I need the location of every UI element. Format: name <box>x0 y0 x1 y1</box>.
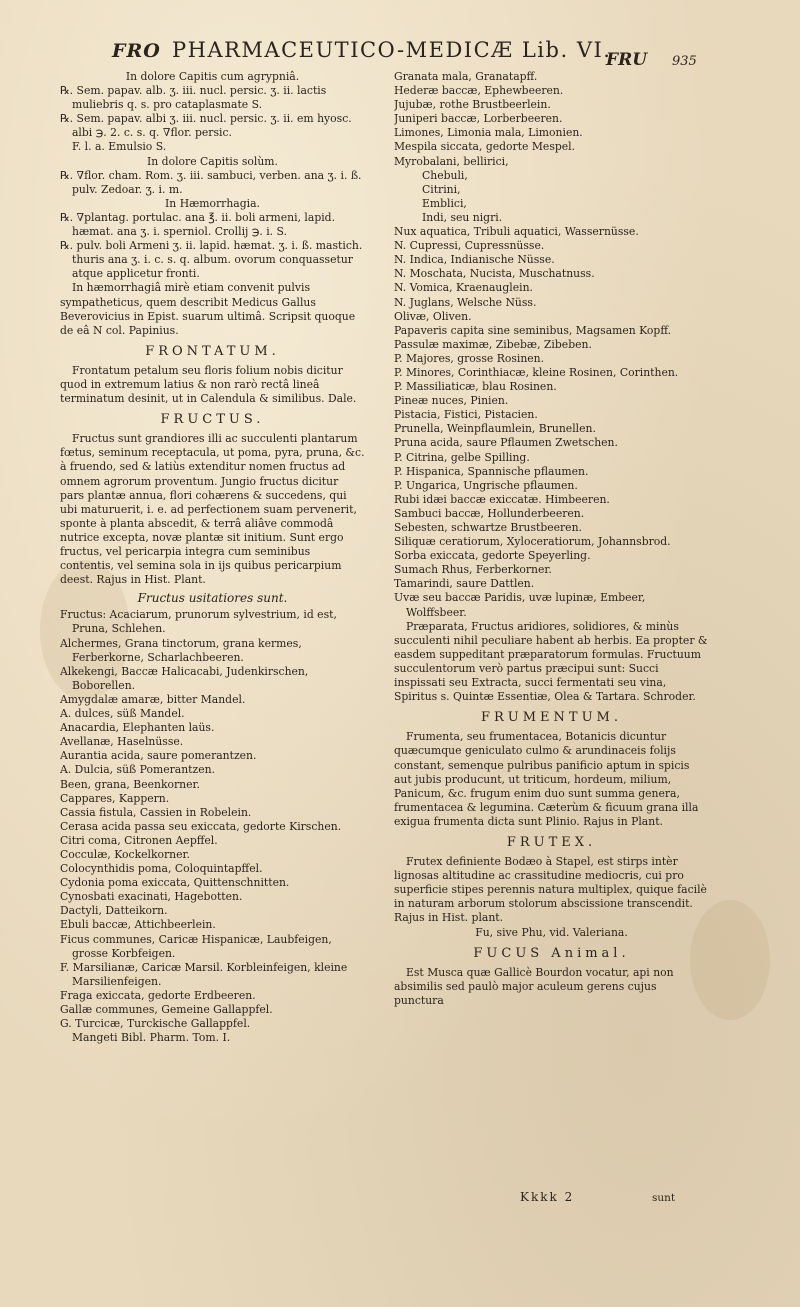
list-item: Limones, Limonia mala, Limonien. <box>394 126 583 140</box>
list-item: A. dulces, süß Mandel. <box>60 707 185 721</box>
list-item: G. Turcicæ, Turckische Gallappfel. <box>60 1017 251 1031</box>
list-item: Fraga exiccata, gedorte Erdbeeren. <box>60 988 256 1002</box>
list-item: Myrobalani, bellirici, <box>394 154 509 168</box>
list-item: Emblici, <box>422 196 467 210</box>
right-column <box>394 70 709 1200</box>
list-item: N. Juglans, Welsche Nüss. <box>394 295 537 309</box>
list-item: Ficus communes, Caricæ Hispanicæ, Laubfeigen, grosse Korbfeigen. <box>60 932 332 960</box>
list-item: Aurantia acida, saure pomerantzen. <box>60 749 257 763</box>
header-title: PHARMACEUTICO-MEDICÆ Lib. VI. <box>172 38 612 62</box>
header-right-catchword: FRU <box>606 50 648 70</box>
list-item: Tamarindi, saure Dattlen. <box>394 577 535 591</box>
catchword: sunt <box>652 1192 676 1204</box>
list-item: Pruna acida, saure Pflaumen Zwetschen. <box>394 436 618 450</box>
header-left-catchword: FRO <box>112 40 161 62</box>
paragraph: In hæmorrhagiâ mirè etiam convenit pulvis sympatheticus, quem describit Medicus Gallus Beverovicius in Epist. suarum ultimâ. Scripsit quoque de eâ N col. Papinius. <box>60 281 356 337</box>
list-item: P. Minores, Corinthiacæ, kleine Rosinen, Corinthen. <box>394 365 679 379</box>
list-item: Papaveris capita sine seminibus, Magsamen Kopff. <box>394 323 672 337</box>
list-item: P. Citrina, gelbe Spilling. <box>394 450 530 464</box>
paragraph: Frutex definiente Bodæo à Stapel, est stirps intèr lignosas altitudine ac crassitudine mediocris, cui pro superficie stipes perennis natura multiplex, quique facilè in naturam arborum stolorum abscissione transcendit. Rajus in Hist. plant. <box>394 855 707 925</box>
list-item: Cappares, Kappern. <box>60 791 170 805</box>
centered-rubric: In Hæmorrhagia. <box>165 196 260 210</box>
list-item: N. Cupressi, Cupressnüsse. <box>394 239 545 253</box>
centered-rubric: In dolore Capitis solùm. <box>147 154 278 168</box>
section-heading: FRONTATUM. <box>145 343 280 359</box>
paragraph: Fructus sunt grandiores illi ac succulenti plantarum fœtus, seminum receptacula, ut poma, pyra, pruna, &c. à fruendo, sed & latiùs extenditur nomen fructus ad omnem agrorum proventum. Jungio fructus dicitur pars plantæ annua, flori cohærens & succedens, qui ubi maturuerit, i. e. ad perfectionem suam pervenerit, sponte à planta abscedit, & terrâ aliâve commodâ nutrice excepta, novæ plantæ sit initium. Sunt ergo fructus, vel pericarpia integra cum seminibus contentis, vel semina sola in ijs quibus pericarpium deest. Rajus in Hist. Plant. <box>60 432 365 587</box>
list-item: P. Ungarica, Ungrische pflaumen. <box>394 478 578 492</box>
recipe-entry: ℞. ∇flor. cham. Rom. ʒ. iii. sambuci, verben. ana ʒ. i. ß. pulv. Zedoar. ʒ. i. m. <box>60 168 362 196</box>
list-item: Gallæ communes, Gemeine Gallappfel. <box>60 1003 273 1016</box>
list-item: Sumach Rhus, Ferberkorner. <box>394 563 552 577</box>
list-item: Cassia fistula, Cassien in Robelein. <box>60 805 252 819</box>
paragraph: Frumenta, seu frumentacea, Botanicis dicuntur quæcumque geniculato culmo & arundinaceis folijs constant, semenque pulribus panificio aptum in spicis aut jubis producunt, ut triticum, hordeum, milium, Panicum, &c. frugum enim duo sunt summa genera, frumentacea & legumina. Cæterùm & ficuum grana illa exigua frumenta dicta sunt Plinio. Rajus in Plant. <box>394 730 699 828</box>
list-item: Pineæ nuces, Pinien. <box>394 394 509 408</box>
list-item: Rubi idæi baccæ exiccatæ. Himbeeren. <box>394 492 610 506</box>
recipe-entry: ℞. ∇plantag. portulac. ana ℥. ii. boli armeni, lapid. hæmat. ana ʒ. i. sperniol. Crollij ℈. i. S. <box>60 210 336 239</box>
list-item: F. Marsilianæ, Caricæ Marsil. Korbleinfeigen, kleine Marsilienfeigen. <box>60 960 348 988</box>
list-item: Dactyli, Datteikorn. <box>60 904 168 918</box>
recipe-entry: Fructus: Acaciarum, prunorum sylvestrium, id est, Pruna, Schlehen. <box>60 608 337 636</box>
list-item: Olivæ, Oliven. <box>394 309 472 323</box>
list-item: Nux aquatica, Tribuli aquatici, Wassernüsse. <box>394 225 639 239</box>
paragraph: Est Musca quæ Gallicè Bourdon vocatur, api non absimilis sed paulò major aculeum gerens cujus punctura <box>394 965 674 1007</box>
list-item: Prunella, Weinpflaumlein, Brunellen. <box>394 422 596 436</box>
list-item: N. Indica, Indianische Nüsse. <box>394 253 555 267</box>
section-heading: FRUCTUS. <box>160 412 265 428</box>
list-item: Alchermes, Grana tinctorum, grana kermes, Ferberkorne, Scharlachbeeren. <box>60 636 302 664</box>
section-heading: FRUTEX. <box>506 834 597 850</box>
list-item: P. Majores, grosse Rosinen. <box>394 351 545 365</box>
list-item: P. Massiliaticæ, blau Rosinen. <box>394 380 557 394</box>
list-item: Colocynthidis poma, Coloquintapffel. <box>60 862 263 876</box>
list-item: Cocculæ, Kockelkorner. <box>60 847 190 861</box>
list-item: Cynosbati exacinati, Hagebotten. <box>60 890 243 904</box>
list-item: Alkekengi, Baccæ Halicacabi, Judenkirschen, Boborellen. <box>60 664 309 692</box>
signature-mark: Kkkk 2 <box>520 1190 575 1204</box>
page-number: 935 <box>672 54 697 69</box>
list-item: N. Vomica, Kraenauglein. <box>394 281 533 295</box>
list-item: Cydonia poma exiccata, Quittenschnitten. <box>60 876 290 890</box>
list-item: Siliquæ ceratiorum, Xyloceratiorum, Johannsbrod. <box>394 535 671 549</box>
section-heading: FUCUS Animal. <box>473 945 630 961</box>
list-item: Avellanæ, Haselnüsse. <box>60 735 184 749</box>
list-item: Ebuli baccæ, Attichbeerlein. <box>60 918 216 932</box>
list-item: N. Moschata, Nucista, Muschatnuss. <box>394 267 595 281</box>
list-item: A. Dulcia, süß Pomerantzen. <box>60 763 215 777</box>
list-item: Mespila siccata, gedorte Mespel. <box>394 140 576 154</box>
centered-rubric: Fu, sive Phu, vid. Valeriana. <box>475 925 628 939</box>
list-item: Jujubæ, rothe Brustbeerlein. <box>394 98 551 112</box>
list-item: Indi, seu nigri. <box>422 210 503 224</box>
list-item: P. Hispanica, Spannische pflaumen. <box>394 464 589 478</box>
list-item: Pistacia, Fistici, Pistacien. <box>394 408 538 422</box>
paragraph: Mangeti Bibl. Pharm. Tom. I. <box>72 1031 231 1045</box>
recipe-entry: ℞. Sem. papav. albi ʒ. iii. nucl. persic. ʒ. ii. em hyosc. albi ℈. 2. c. s. q. ∇flor. persic. <box>60 112 352 140</box>
subheading: Fructus usitatiores sunt. <box>137 591 288 606</box>
list-item: Chebuli, <box>422 168 468 182</box>
list-item: Hederæ baccæ, Ephewbeeren. <box>394 84 564 98</box>
left-column <box>60 70 365 1200</box>
list-item: Sorba exiccata, gedorte Speyerling. <box>394 549 591 563</box>
paragraph: Frontatum petalum seu floris folium nobis dicitur quod in extremum latius & non rarò rectâ lineâ terminatum desinit, ut in Calendula & similibus. Dale. <box>60 363 357 406</box>
list-item: Granata mala, Granatapff. <box>394 70 538 83</box>
section-heading: FRUMENTUM. <box>480 710 622 726</box>
list-item: Citri coma, Citronen Aepffel. <box>60 833 218 847</box>
list-item: Sambuci baccæ, Hollunderbeeren. <box>394 506 585 520</box>
list-item: Cerasa acida passa seu exiccata, gedorte Kirschen. <box>60 819 342 833</box>
list-item: Uvæ seu baccæ Paridis, uvæ lupinæ, Embeer, Wolffsbeer. <box>394 591 646 619</box>
list-item: Sebesten, schwartze Brustbeeren. <box>394 521 582 534</box>
recipe-entry: ℞. Sem. papav. alb. ʒ. iii. nucl. persic. ʒ. ii. lactis muliebris q. s. pro cataplasmate S. <box>60 84 327 112</box>
list-item: Passulæ maximæ, Zibebæ, Zibeben. <box>394 337 592 351</box>
list-item: Been, grana, Beenkorner. <box>60 777 200 791</box>
centered-rubric: In dolore Capitis cum agrypniâ. <box>125 70 300 83</box>
list-item: Amygdalæ amaræ, bitter Mandel. <box>60 692 246 706</box>
paragraph: Præparata, Fructus aridiores, solidiores, & minùs succulenti nihil peculiare habent ab herbis. Ea propter & easdem suppeditant præparatorum formulas. Fructuum succulentorum verò partus præcipui sunt: Succi inspissati seu Extracta, succi fermentati seu vina, Spiritus s. Quintæ Essentiæ, Olea & Tartara. Schroder. <box>394 619 708 704</box>
list-item: Juniperi baccæ, Lorberbeeren. <box>394 112 563 126</box>
list-item: Anacardia, Elephanten laüs. <box>60 721 215 735</box>
paragraph: F. l. a. Emulsio S. <box>72 140 167 154</box>
list-item: Citrini, <box>422 182 461 196</box>
recipe-entry: ℞. pulv. boli Armeni ʒ. ii. lapid. hæmat. ʒ. i. ß. mastich. thuris ana ʒ. i. c. s. q. album. ovorum conquassetur atque applicetur fronti. <box>60 239 363 281</box>
